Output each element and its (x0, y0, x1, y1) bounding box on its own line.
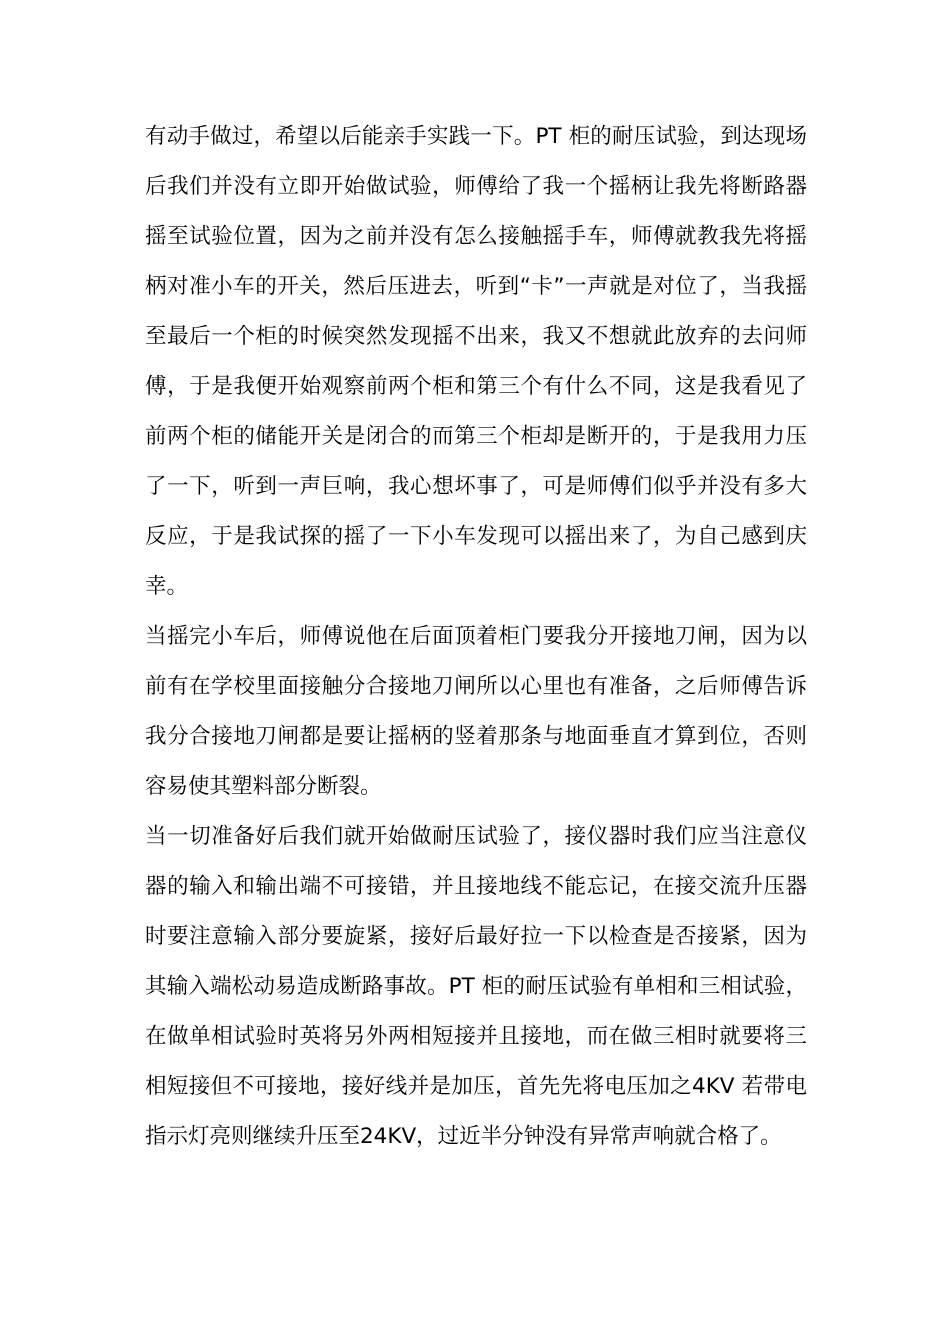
paragraph-3: 当一切准备好后我们就开始做耐压试验了，接仪器时我们应当注意仪器的输入和输出端不可接错，并且接地线不能忘记，在接交流升压器时要注意输入部分要旋紧，接好后最好拉一下以检查是否接紧，因为其输入端松动易造成断路事故。PT 柜的耐压试验有单相和三相试验，在做单相试验时英将另外两相短接并且接地，而在做三相时就要将三相短接但不可接地，接好线并是加压，首先先将电压加之4KV 若带电指示灯亮则继续升压至24KV，过近半分钟没有异常声响就合格了。 (145, 824, 807, 1149)
document-body (145, 112, 807, 1162)
paragraph-2: 当摇完小车后，师傅说他在后面顶着柜门要我分开接地刀闸，因为以前有在学校里面接触分合接地刀闸所以心里也有准备，之后师傅告诉我分合接地刀闸都是要让摇柄的竖着那条与地面垂直才算到位，否则容易使其塑料部分断裂。 (145, 624, 807, 799)
paragraph-1: 有动手做过，希望以后能亲手实践一下。PT 柜的耐压试验，到达现场后我们并没有立即开始做试验，师傅给了我一个摇柄让我先将断路器摇至试验位置，因为之前并没有怎么接触摇手车，师傅就教我先将摇柄对准小车的开关，然后压进去，听到“卡”一声就是对位了，当我摇至最后一个柜的时候突然发现摇不出来，我又不想就此放弃的去问师傅，于是我便开始观察前两个柜和第三个有什么不同，这是我看见了前两个柜的储能开关是闭合的而第三个柜却是断开的，于是我用力压了一下，听到一声巨响，我心想坏事了，可是师傅们似乎并没有多大反应，于是我试探的摇了一下小车发现可以摇出来了，为自己感到庆幸。 (145, 124, 807, 599)
